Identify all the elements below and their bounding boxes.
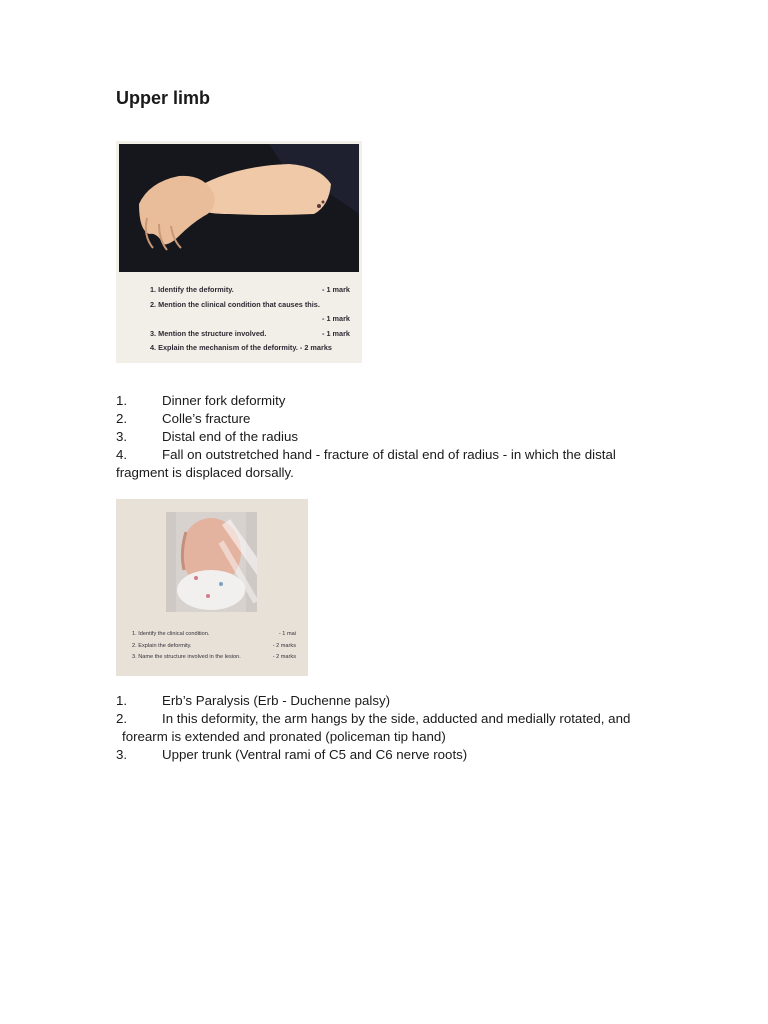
page-title: Upper limb: [116, 88, 211, 108]
list-item-continuation: forearm is extended and pronated (policeman tip hand): [122, 729, 446, 744]
answers-list-2: [116, 692, 656, 764]
question-row: 2. Explain the deformity. - 2 marks: [132, 642, 296, 649]
baby-photo: [116, 499, 308, 676]
list-item: 1. Dinner fork deformity: [116, 393, 286, 408]
list-item: 2. Colle’s fracture: [116, 411, 251, 426]
arm-deformity-photo: [116, 141, 362, 363]
figure2-questions: [132, 629, 296, 664]
arm-illustration: [119, 144, 359, 272]
baby-illustration: [166, 512, 257, 612]
figure1-questions: [150, 283, 350, 356]
question-row: 1. Identify the deformity. - 1 mark: [150, 285, 350, 294]
question-row: - 1 mark: [322, 314, 350, 323]
baby-photo-frame: [166, 512, 257, 612]
list-item: 4. Fall on outstretched hand - fracture of distal end of radius - in which the distal fragment is displaced dorsally.: [116, 447, 616, 480]
answers-list-1: [116, 392, 656, 482]
question-row: 1. Identify the clinical condition. - 1 mai: [132, 631, 296, 637]
list-item: 3. Distal end of the radius: [116, 429, 299, 444]
list-item: 2. In this deformity, the arm hangs by the side, adducted and medially rotated, and: [116, 711, 631, 726]
question-row: 3. Name the structure involved in the lesion. - 2 marks: [132, 654, 296, 660]
arm-photo-scene: [119, 144, 359, 272]
list-item: 1. Erb’s Paralysis (Erb - Duchenne palsy): [116, 693, 391, 708]
list-item: 3. Upper trunk (Ventral rami of C5 and C6 nerve roots): [116, 747, 468, 762]
question-row: 3. Mention the structure involved. - 1 mark: [150, 328, 350, 338]
question-row: 2. Mention the clinical condition that causes this.: [150, 299, 320, 309]
question-row: 4. Explain the mechanism of the deformity. - 2 marks: [150, 343, 332, 352]
